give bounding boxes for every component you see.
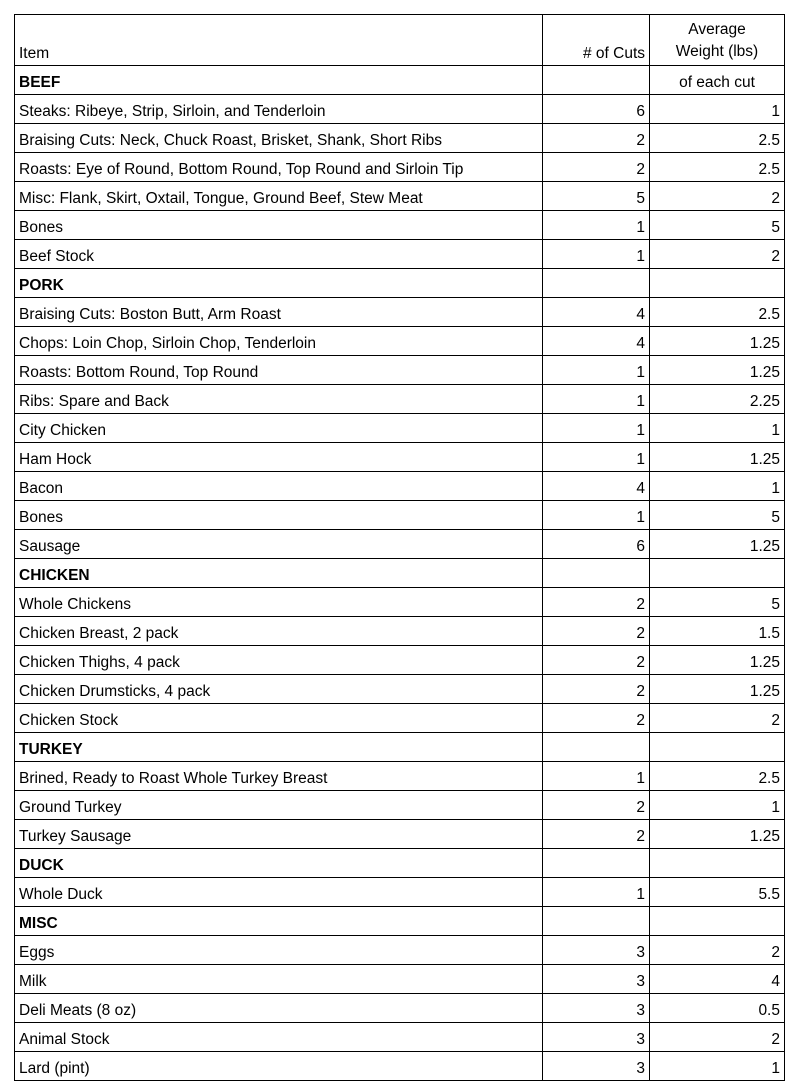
table-row — [15, 327, 785, 356]
weight-cell: 5 — [650, 588, 785, 617]
weight-cell: 5.5 — [650, 878, 785, 907]
category-label: CHICKEN — [15, 559, 543, 588]
weight-cell: 1.25 — [650, 675, 785, 704]
category-weight-cell — [650, 849, 785, 878]
item-cell: Brined, Ready to Roast Whole Turkey Breast — [15, 762, 543, 791]
table-row — [15, 994, 785, 1023]
cuts-cell: 6 — [543, 95, 650, 124]
category-cuts-cell — [543, 849, 650, 878]
weight-cell: 1.25 — [650, 443, 785, 472]
item-cell: Deli Meats (8 oz) — [15, 994, 543, 1023]
category-label: BEEF — [15, 66, 543, 95]
item-cell: Steaks: Ribeye, Strip, Sirloin, and Tenderloin — [15, 95, 543, 124]
item-cell: Braising Cuts: Boston Butt, Arm Roast — [15, 298, 543, 327]
table-row — [15, 820, 785, 849]
cuts-cell: 4 — [543, 298, 650, 327]
header-item: Item — [15, 15, 543, 66]
table-row — [15, 1023, 785, 1052]
cuts-cell: 1 — [543, 240, 650, 269]
category-cuts-cell — [543, 66, 650, 95]
cuts-cell: 1 — [543, 414, 650, 443]
category-row — [15, 559, 785, 588]
item-cell: Chops: Loin Chop, Sirloin Chop, Tenderloin — [15, 327, 543, 356]
category-row — [15, 733, 785, 762]
item-cell: Braising Cuts: Neck, Chuck Roast, Brisket, Shank, Short Ribs — [15, 124, 543, 153]
weight-cell: 2.5 — [650, 153, 785, 182]
table-row — [15, 298, 785, 327]
category-label: TURKEY — [15, 733, 543, 762]
header-weight-line3: of each cut — [650, 66, 785, 95]
table-row — [15, 965, 785, 994]
category-label: PORK — [15, 269, 543, 298]
category-label: MISC — [15, 907, 543, 936]
cuts-cell: 4 — [543, 327, 650, 356]
cuts-cell: 3 — [543, 1023, 650, 1052]
weight-cell: 2.5 — [650, 124, 785, 153]
category-weight-cell — [650, 269, 785, 298]
cuts-cell: 1 — [543, 356, 650, 385]
cuts-cell: 3 — [543, 936, 650, 965]
category-row — [15, 907, 785, 936]
table-row — [15, 878, 785, 907]
item-cell: Roasts: Eye of Round, Bottom Round, Top Round and Sirloin Tip — [15, 153, 543, 182]
category-row — [15, 66, 785, 95]
cuts-cell: 1 — [543, 762, 650, 791]
table-row — [15, 240, 785, 269]
weight-cell: 2 — [650, 936, 785, 965]
item-cell: Bacon — [15, 472, 543, 501]
table-row — [15, 443, 785, 472]
table-row — [15, 617, 785, 646]
weight-cell: 1 — [650, 1052, 785, 1081]
item-cell: Milk — [15, 965, 543, 994]
cuts-cell: 1 — [543, 443, 650, 472]
table-row — [15, 95, 785, 124]
weight-cell: 1.25 — [650, 356, 785, 385]
weight-cell: 1 — [650, 472, 785, 501]
category-weight-cell — [650, 559, 785, 588]
weight-cell: 2 — [650, 240, 785, 269]
cuts-cell: 3 — [543, 1052, 650, 1081]
weight-cell: 2 — [650, 1023, 785, 1052]
item-cell: Ribs: Spare and Back — [15, 385, 543, 414]
item-cell: Chicken Stock — [15, 704, 543, 733]
table-row — [15, 588, 785, 617]
item-cell: Chicken Drumsticks, 4 pack — [15, 675, 543, 704]
table-row — [15, 472, 785, 501]
item-cell: Bones — [15, 211, 543, 240]
item-cell: Chicken Thighs, 4 pack — [15, 646, 543, 675]
table-row — [15, 153, 785, 182]
table-row — [15, 356, 785, 385]
header-weight-line2: Weight (lbs) — [675, 43, 759, 60]
table-body — [15, 15, 785, 1081]
table-row — [15, 791, 785, 820]
cuts-cell: 1 — [543, 501, 650, 530]
weight-cell: 2.5 — [650, 298, 785, 327]
meat-share-table — [14, 14, 785, 1081]
item-cell: Eggs — [15, 936, 543, 965]
cuts-cell: 1 — [543, 211, 650, 240]
table-row — [15, 704, 785, 733]
cuts-cell: 4 — [543, 472, 650, 501]
item-cell: Ham Hock — [15, 443, 543, 472]
table-row — [15, 530, 785, 559]
item-cell: Whole Chickens — [15, 588, 543, 617]
weight-cell: 2.25 — [650, 385, 785, 414]
weight-cell: 2 — [650, 704, 785, 733]
weight-cell: 5 — [650, 211, 785, 240]
weight-cell: 1.25 — [650, 530, 785, 559]
table-row — [15, 936, 785, 965]
item-cell: Animal Stock — [15, 1023, 543, 1052]
weight-cell: 2.5 — [650, 762, 785, 791]
cuts-cell: 2 — [543, 153, 650, 182]
weight-cell: 5 — [650, 501, 785, 530]
table-row — [15, 646, 785, 675]
meat-share-table-container — [14, 14, 784, 1081]
category-row — [15, 849, 785, 878]
weight-cell: 1 — [650, 414, 785, 443]
weight-cell: 4 — [650, 965, 785, 994]
header-weight-line1: Average — [688, 21, 746, 38]
cuts-cell: 2 — [543, 704, 650, 733]
item-cell: Ground Turkey — [15, 791, 543, 820]
weight-cell: 1.25 — [650, 646, 785, 675]
table-row — [15, 414, 785, 443]
table-row — [15, 762, 785, 791]
header-cuts: # of Cuts — [543, 15, 650, 66]
item-cell: Roasts: Bottom Round, Top Round — [15, 356, 543, 385]
cuts-cell: 6 — [543, 530, 650, 559]
item-cell: Sausage — [15, 530, 543, 559]
table-row — [15, 182, 785, 211]
item-cell: Misc: Flank, Skirt, Oxtail, Tongue, Ground Beef, Stew Meat — [15, 182, 543, 211]
item-cell: City Chicken — [15, 414, 543, 443]
cuts-cell: 2 — [543, 675, 650, 704]
cuts-cell: 2 — [543, 791, 650, 820]
weight-cell: 1.25 — [650, 820, 785, 849]
weight-cell: 1 — [650, 791, 785, 820]
category-row — [15, 269, 785, 298]
weight-cell: 2 — [650, 182, 785, 211]
category-cuts-cell — [543, 907, 650, 936]
weight-cell: 1.25 — [650, 327, 785, 356]
category-cuts-cell — [543, 269, 650, 298]
cuts-cell: 1 — [543, 385, 650, 414]
cuts-cell: 2 — [543, 820, 650, 849]
category-weight-cell — [650, 907, 785, 936]
cuts-cell: 5 — [543, 182, 650, 211]
cuts-cell: 3 — [543, 994, 650, 1023]
table-row — [15, 501, 785, 530]
weight-cell: 0.5 — [650, 994, 785, 1023]
item-cell: Lard (pint) — [15, 1052, 543, 1081]
item-cell: Beef Stock — [15, 240, 543, 269]
table-row — [15, 675, 785, 704]
cuts-cell: 2 — [543, 617, 650, 646]
cuts-cell: 2 — [543, 588, 650, 617]
table-row — [15, 211, 785, 240]
item-cell: Chicken Breast, 2 pack — [15, 617, 543, 646]
weight-cell: 1 — [650, 95, 785, 124]
table-row — [15, 124, 785, 153]
category-weight-cell — [650, 733, 785, 762]
cuts-cell: 1 — [543, 878, 650, 907]
category-cuts-cell — [543, 733, 650, 762]
category-label: DUCK — [15, 849, 543, 878]
weight-cell: 1.5 — [650, 617, 785, 646]
cuts-cell: 2 — [543, 124, 650, 153]
cuts-cell: 2 — [543, 646, 650, 675]
category-cuts-cell — [543, 559, 650, 588]
header-row — [15, 15, 785, 66]
table-row — [15, 1052, 785, 1081]
header-weight — [650, 15, 785, 66]
table-row — [15, 385, 785, 414]
item-cell: Turkey Sausage — [15, 820, 543, 849]
cuts-cell: 3 — [543, 965, 650, 994]
item-cell: Whole Duck — [15, 878, 543, 907]
item-cell: Bones — [15, 501, 543, 530]
